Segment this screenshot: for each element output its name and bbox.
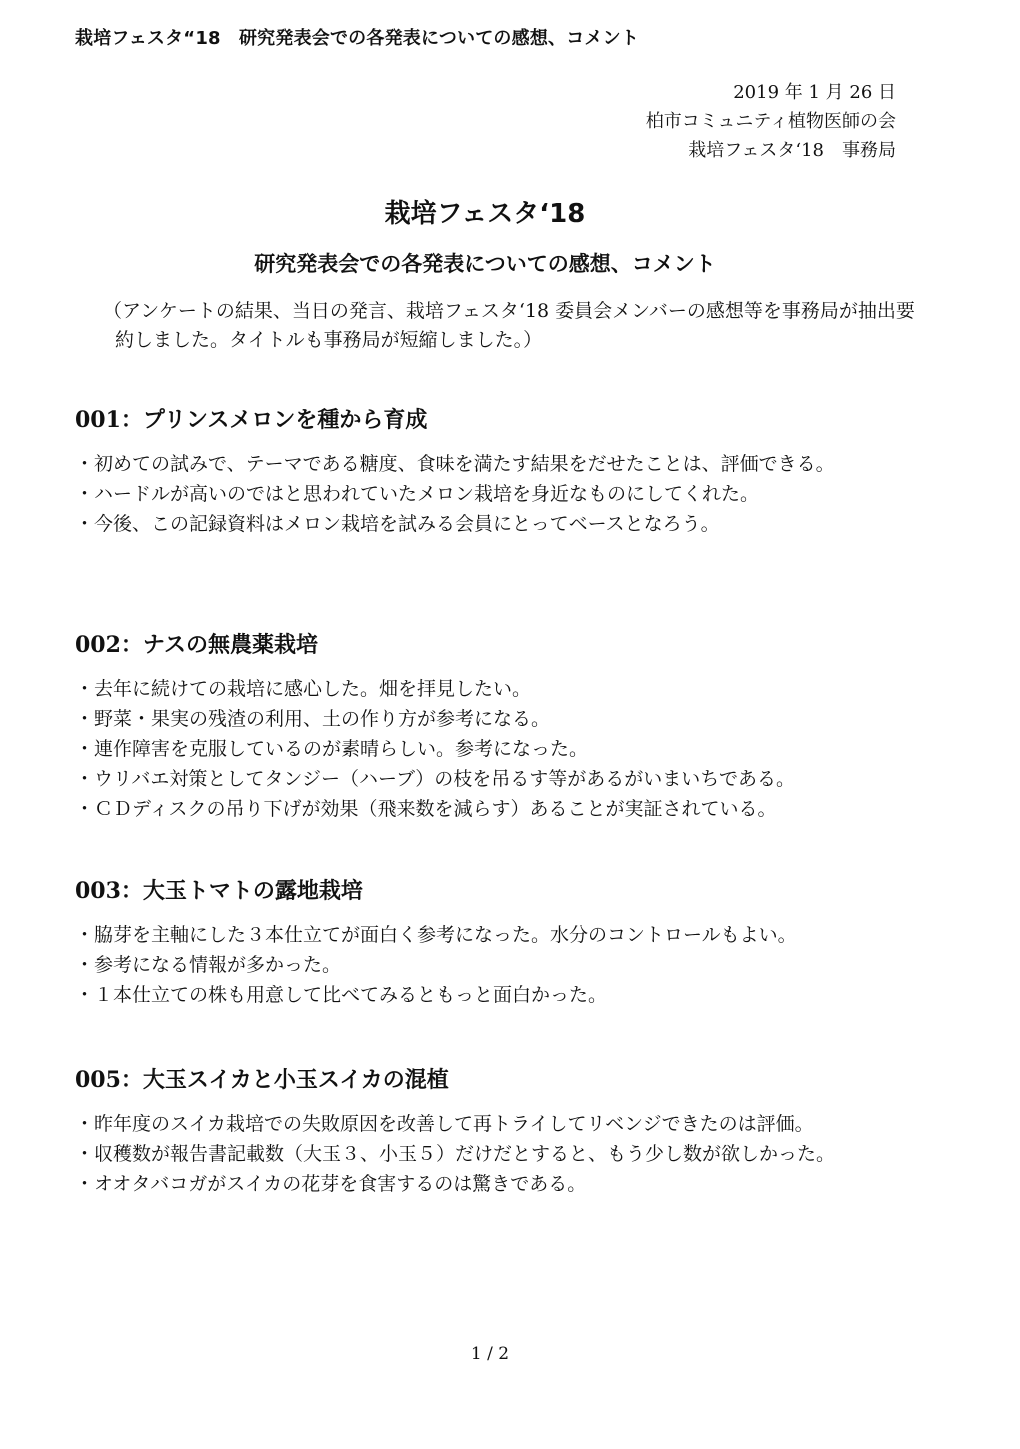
comment-list: [75, 449, 905, 539]
document-office: 栽培フェスタ‘18 事務局: [688, 140, 896, 161]
comment-item: ・脇芽を主軸にした３本仕立てが面白く参考になった。水分のコントロールもよい。: [75, 924, 797, 946]
comment-item: ・初めての試みで、テーマである糖度、食味を満たす結果をだせたことは、評価できる。: [75, 453, 835, 475]
comment-item: ・ハードルが高いのではと思われていたメロン栽培を身近なものにしてくれた。: [75, 483, 760, 505]
comment-item: ・今後、この記録資料はメロン栽培を試みる会員にとってベースとなろう。: [75, 513, 720, 535]
document-date: 2019 年 1 月 26 日: [733, 82, 896, 103]
running-header: 栽培フェスタ“18 研究発表会での各発表についての感想、コメント: [75, 28, 640, 49]
section-heading: 001：プリンスメロンを種から育成: [75, 407, 428, 433]
comment-item: ・去年に続けての栽培に感心した。畑を拝見したい。: [75, 678, 532, 700]
intro-paragraph: （アンケートの結果、当日の発言、栽培フェスタ‘18 委員会メンバーの感想等を事務局が抽出要約しました。タイトルも事務局が短縮しました。）: [103, 300, 915, 351]
section-001: [75, 405, 905, 539]
comment-item: ・１本仕立ての株も用意して比べてみるともっと面白かった。: [75, 984, 608, 1006]
section-heading: 002：ナスの無農薬栽培: [75, 632, 319, 658]
section-005: [75, 1065, 905, 1199]
section-003: [75, 876, 905, 1010]
page-title: 栽培フェスタ‘18: [384, 199, 586, 229]
comment-item: ・オオタバコガがスイカの花芽を食害するのは驚きである。: [75, 1173, 587, 1195]
comment-item: ・ウリバエ対策としてタンジー（ハーブ）の枝を吊るす等があるがいまいちである。: [75, 768, 796, 790]
section-heading: 005：大玉スイカと小玉スイカの混植: [75, 1067, 449, 1093]
comment-item: ・収穫数が報告書記載数（大玉３、小玉５）だけだとすると、もう少し数が欲しかった。: [75, 1143, 836, 1165]
section-002: [75, 630, 905, 824]
comment-item: ・ＣＤディスクの吊り下げが効果（飛来数を減らす）あることが実証されている。: [75, 798, 777, 820]
comment-item: ・野菜・果実の残渣の利用、土の作り方が参考になる。: [75, 708, 551, 730]
page-number: 1 / 2: [470, 1344, 510, 1364]
document-meta: [646, 78, 896, 165]
comment-item: ・昨年度のスイカ栽培での失敗原因を改善して再トライしてリベンジできたのは評価。: [75, 1113, 814, 1135]
comment-list: [75, 1109, 905, 1199]
section-heading: 003：大玉トマトの露地栽培: [75, 878, 363, 904]
comment-list: [75, 674, 905, 824]
comment-item: ・連作障害を克服しているのが素晴らしい。参考になった。: [75, 738, 589, 760]
page-subtitle: 研究発表会での各発表についての感想、コメント: [254, 252, 716, 276]
comment-list: [75, 920, 905, 1010]
comment-item: ・参考になる情報が多かった。: [75, 954, 342, 976]
document-organization: 柏市コミュニティ植物医師の会: [645, 111, 896, 132]
